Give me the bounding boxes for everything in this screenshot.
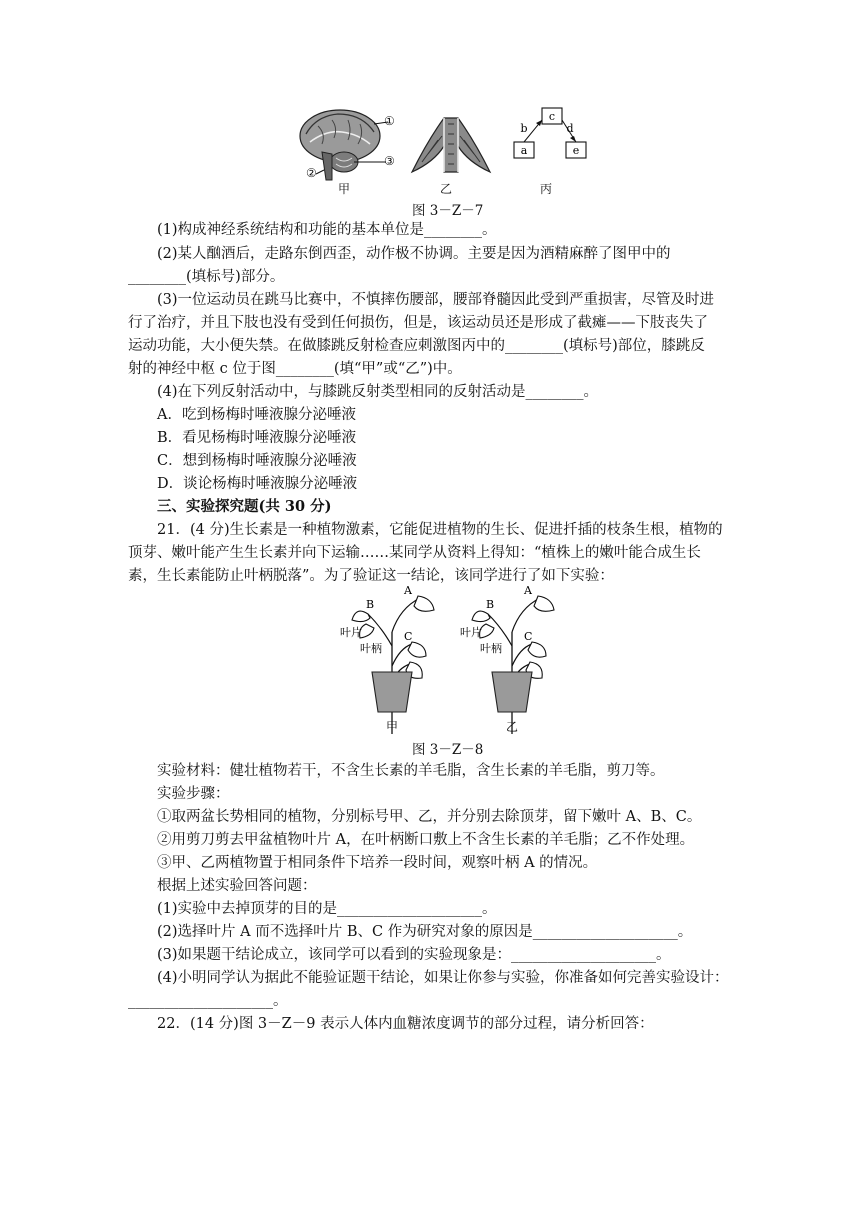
q21-question-4: (4)小明同学认为据此不能验证题干结论，如果让你参与实验，你准备如何完善实验设计： <box>157 970 729 986</box>
brain-label-3: ③ <box>384 154 395 168</box>
plant-label-yi: 乙 <box>506 720 519 734</box>
q21-step-1: ①取两盆长势相同的植物，分别标号甲、乙，并分别去除顶芽，留下嫩叶 A、B、C。 <box>157 809 702 825</box>
plant-jia <box>336 584 442 734</box>
q20-part3-line1: (3)一位运动员在跳马比赛中，不慎摔伤腰部，腰部脊髓因此受到严重损害，尽管及时进 <box>157 292 715 308</box>
q20-part3-line4: 射的神经中枢 c 位于图________(填“甲”或“乙”)中。 <box>128 361 462 377</box>
plant-label-jia: 甲 <box>386 720 399 734</box>
q20-option-a: A．吃到杨梅时唾液腺分泌唾液 <box>157 407 356 423</box>
reflex-box-a: a <box>520 144 528 157</box>
q20-part2-line2: ________(填标号)部分。 <box>128 269 285 285</box>
plant-yi-label-b: B <box>486 598 495 611</box>
panel-label-bing: 丙 <box>540 182 553 196</box>
reflex-arrow-b: b <box>520 122 528 135</box>
plant-yi-petiole-label: 叶柄 <box>480 642 502 655</box>
q20-part3-line3: 运动功能，大小便失禁。在做膝跳反射检查应刺激图丙中的________(填标号)部位，膝跳反 <box>128 338 705 354</box>
reflex-arc-diagram <box>510 104 590 164</box>
plant-yi-label-c: C <box>524 630 533 643</box>
reflex-box-c: c <box>548 110 556 123</box>
q21-step-3: ③甲、乙两植物置于相同条件下培养一段时间，观察叶柄 A 的情况。 <box>157 855 598 871</box>
q21-intro-line1: 21．(4 分)生长素是一种植物激素，它能促进植物的生长、促进扦插的枝条生根，植物的 <box>157 522 723 538</box>
q21-question-3: (3)如果题干结论成立，该同学可以看到的实验现象是：____________________。 <box>157 947 671 963</box>
q20-part3-line2: 行了治疗，并且下肢也没有受到任何损伤，但是，该运动员还是形成了截瘫——下肢丧失了 <box>128 315 708 331</box>
panel-label-yi: 乙 <box>440 182 453 196</box>
plant-jia-label-a: A <box>404 584 412 597</box>
plant-jia-label-b: B <box>366 598 375 611</box>
q22-intro: 22．(14 分)图 3－Z－9 表示人体内血糖浓度调节的部分过程，请分析回答： <box>157 1016 654 1032</box>
plant-yi <box>456 584 562 734</box>
q21-intro-line2: 顶芽、嫩叶能产生生长素并向下运输……某同学从资料上得知：“植株上的嫩叶能合成生长 <box>128 545 701 561</box>
q20-option-c: C．想到杨梅时唾液腺分泌唾液 <box>157 453 357 469</box>
q20-option-b: B．看见杨梅时唾液腺分泌唾液 <box>157 430 357 446</box>
figure-3-z-8 <box>336 584 548 744</box>
q21-steps-title: 实验步骤： <box>157 786 230 802</box>
brain-label-2: ② <box>306 166 317 180</box>
panel-label-jia: 甲 <box>338 182 351 196</box>
reflex-arrow-d: d <box>566 122 574 135</box>
brain-label-1: ① <box>384 114 395 128</box>
plant-yi-blade-label: 叶片 <box>460 626 482 639</box>
section-heading: 三、实验探究题(共 30 分) <box>157 498 332 515</box>
q21-question-2: (2)选择叶片 A 而不选择叶片 B、C 作为研究对象的原因是____________________。 <box>157 924 693 940</box>
plant-jia-petiole-label: 叶柄 <box>360 642 382 655</box>
spinal-cord-diagram <box>408 110 494 180</box>
plant-jia-blade-label: 叶片 <box>340 626 362 639</box>
q20-option-d: D．谈论杨梅时唾液腺分泌唾液 <box>157 476 358 492</box>
q20-part1: (1)构成神经系统结构和功能的基本单位是________。 <box>157 222 497 238</box>
q21-intro-line3: 素，生长素能防止叶柄脱落”。为了验证这一结论，该同学进行了如下实验： <box>128 568 614 584</box>
figure-3-z-7 <box>296 104 596 200</box>
q21-question-1: (1)实验中去掉顶芽的目的是____________________。 <box>157 901 497 917</box>
figure-caption-7: 图 3－Z－7 <box>412 203 484 219</box>
q21-step-2: ②用剪刀剪去甲盆植物叶片 A，在叶柄断口敷上不含生长素的羊毛脂；乙不作处理。 <box>157 832 695 848</box>
q21-question-4-tail: ____________________。 <box>128 993 288 1009</box>
q21-materials: 实验材料：健壮植物若干，不含生长素的羊毛脂，含生长素的羊毛脂，剪刀等。 <box>157 763 665 779</box>
q21-answer-intro: 根据上述实验回答问题： <box>157 878 317 894</box>
figure-caption-8: 图 3－Z－8 <box>412 742 484 758</box>
reflex-box-e: e <box>572 144 580 157</box>
plant-jia-label-c: C <box>404 630 413 643</box>
plant-yi-label-a: A <box>524 584 532 597</box>
q20-part2-line1: (2)某人酗酒后，走路东倒西歪，动作极不协调。主要是因为酒精麻醉了图甲中的 <box>157 246 671 262</box>
q20-part4: (4)在下列反射活动中，与膝跳反射类型相同的反射活动是________。 <box>157 384 599 400</box>
